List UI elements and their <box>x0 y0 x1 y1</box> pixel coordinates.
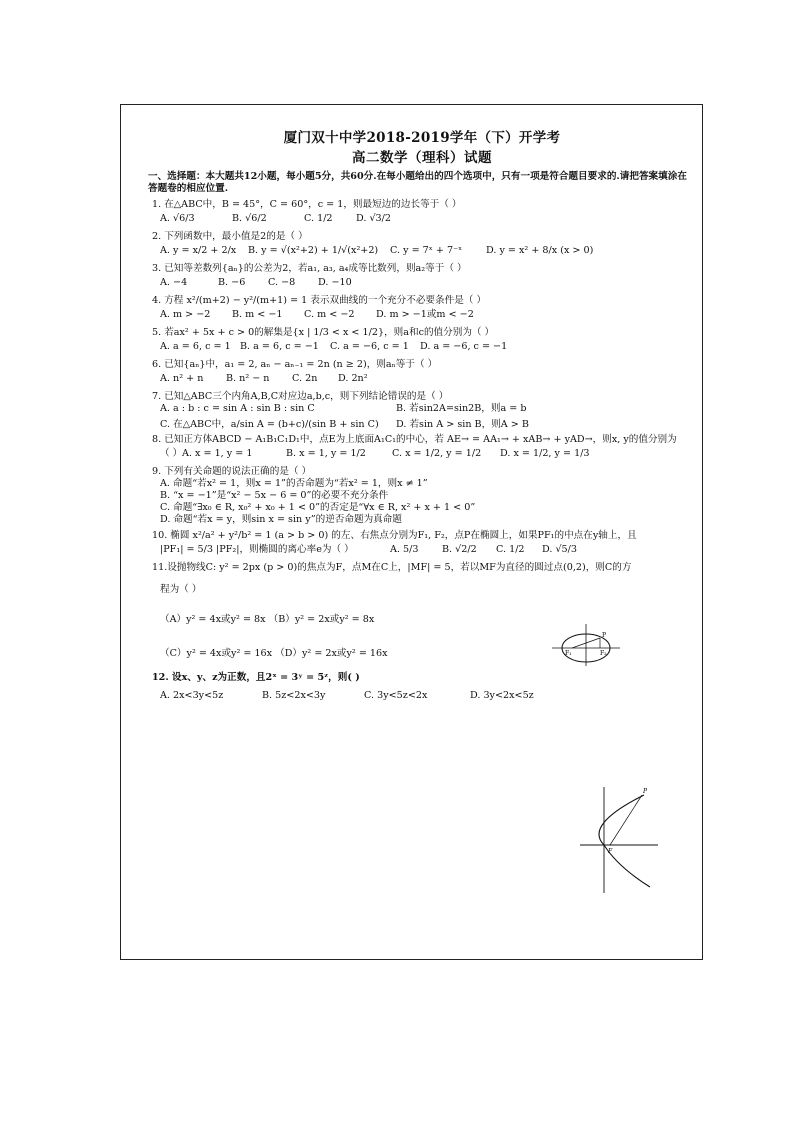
option: A. a : b : c = sin A : sin B : sin C <box>160 402 315 414</box>
option: A. x = 1, y = 1 <box>182 448 253 460</box>
option: B. x = 1, y = 1/2 <box>286 448 366 460</box>
option: C. m < −2 <box>304 308 355 320</box>
option: B. “x = −1”是“x² − 5x − 6 = 0”的必要不充分条件 <box>160 490 389 502</box>
question-3-options <box>160 277 692 289</box>
option: （A）y² = 4x或y² = 8x <box>160 614 266 626</box>
question-6: 6. 已知{aₙ}中，a₁ = 2, aₙ − aₙ₋₁ = 2n (n ≥ 2)，则aₙ等于（ ） <box>152 358 438 370</box>
question-10: 10. 椭圆 x²/a² + y²/b² = 1 (a > b > 0) 的左、右焦点分别为F₁, F₂，点P在椭圆上，如果PF₁的中点在y轴上，且 <box>152 530 637 542</box>
option: D. 3y<2x<5z <box>470 690 534 702</box>
option: A. m > −2 <box>160 308 211 320</box>
option: C. 1/2 <box>304 212 333 224</box>
option: A. √6/3 <box>160 212 195 224</box>
question-11: 11.设抛物线C: y² = 2px (p > 0)的焦点为F，点M在C上，|MF| = 5，若以MF为直径的圆过点(0,2)，则C的方 <box>152 562 632 574</box>
question-10-options <box>160 544 692 556</box>
question-12: 12. 设x、y、z为正数，且2ˣ = 3ʸ = 5ᶻ，则( ) <box>152 672 360 684</box>
question-1-options <box>160 213 692 225</box>
label-p: P <box>643 788 648 795</box>
option: A. n² + n <box>160 372 204 384</box>
option: （C）y² = 4x或y² = 16x <box>160 648 273 660</box>
question-6-options <box>160 373 692 385</box>
option: D. 若sin A > sin B，则A > B <box>396 418 529 430</box>
section-instruction: 一、选择题：本大题共12小题，每小题5分，共60分.在每小题给出的四个选项中，只有一项是符合题目要求的.请把答案填涂在答题卷的相应位置. <box>148 170 687 194</box>
option: C. y = 7ˣ + 7⁻ˣ <box>390 244 463 256</box>
exam-content <box>148 130 692 704</box>
option: D. √3/2 <box>356 212 392 224</box>
label-f1: F₁ <box>565 650 572 657</box>
label-f2: F₂ <box>600 650 607 657</box>
option: B. 若sin2A=sin2B，则a = b <box>396 402 527 414</box>
option: D. a = −6, c = −1 <box>420 340 508 352</box>
question-2-options <box>160 245 692 257</box>
question-10-continuation: |PF₁| = 5/3 |PF₂|，则椭圆的离心率e为（ ） <box>160 544 354 556</box>
option: D. −10 <box>318 276 352 288</box>
question-11-continuation: 程为（ ） <box>160 584 202 596</box>
option: B. −6 <box>218 276 246 288</box>
option: B. √6/2 <box>232 212 267 224</box>
option: B. √2/2 <box>442 544 477 556</box>
question-5-options <box>160 341 692 353</box>
question-3: 3. 已知等差数列{aₙ}的公差为2，若a₁, a₃, a₄成等比数列，则a₂等于（ ） <box>152 262 467 274</box>
option: D. m > −1或m < −2 <box>376 308 474 320</box>
option: B. m < −1 <box>232 308 283 320</box>
ellipse-figure <box>550 622 622 668</box>
option: C. 在△ABC中，a/sin A = (b+c)/(sin B + sin C) <box>160 418 379 430</box>
option: A. 命题“若x² = 1，则x = 1”的否命题为“若x² = 1，则x ≠ 1” <box>160 478 428 490</box>
option: （D）y² = 2x或y² = 16x <box>275 648 388 660</box>
option: （B）y² = 2x或y² = 8x <box>268 614 375 626</box>
option: C. 命题“∃x₀ ∈ R, x₀² + x₀ + 1 < 0”的否定是“∀x ∈ R, x² + x + 1 < 0” <box>160 502 476 514</box>
question-7: 7. 已知△ABC三个内角A,B,C对应边a,b,c，则下列结论错误的是（ ） <box>152 390 449 402</box>
exam-subtitle: 高二数学（理科）试题 <box>352 149 492 166</box>
question-12-options <box>160 690 692 702</box>
answer-blank: （ ） <box>160 448 183 460</box>
option: D. √5/3 <box>542 544 578 556</box>
option: D. 2n² <box>338 372 368 384</box>
question-4-options <box>160 309 692 321</box>
question-9: 9. 下列有关命题的说法正确的是（ ） <box>152 466 312 478</box>
question-7-options <box>160 403 692 431</box>
option: B. n² − n <box>226 372 270 384</box>
option: B. y = √(x²+2) + 1/√(x²+2) <box>248 244 379 256</box>
option: D. 命题“若x = y，则sin x = sin y”的逆否命题为真命题 <box>160 514 402 526</box>
option: A. y = x/2 + 2/x <box>160 244 237 256</box>
question-4: 4. 方程 x²/(m+2) − y²/(m+1) = 1 表示双曲线的一个充分不必要条件是（ ） <box>152 294 487 306</box>
parabola-curve <box>599 795 650 887</box>
option: C. 3y<5z<2x <box>364 690 428 702</box>
segment-mf <box>610 795 642 845</box>
option: D. x = 1/2, y = 1/3 <box>500 448 590 460</box>
option: C. 2n <box>292 372 318 384</box>
option: A. 5/3 <box>390 544 419 556</box>
option: A. −4 <box>160 276 188 288</box>
option: D. y = x² + 8/x (x > 0) <box>486 244 594 256</box>
option: C. −8 <box>268 276 296 288</box>
option: C. a = −6, c = 1 <box>330 340 409 352</box>
option: C. x = 1/2, y = 1/2 <box>392 448 482 460</box>
option: C. 1/2 <box>496 544 525 556</box>
question-8-options <box>160 448 692 460</box>
question-9-options <box>160 478 540 526</box>
option: A. 2x<3y<5z <box>160 690 224 702</box>
question-5: 5. 若ax² + 5x + c > 0的解集是{x | 1/3 < x < 1/2}，则a和c的值分别为（ ） <box>152 326 495 338</box>
label-f: F <box>608 848 613 855</box>
option: B. 5z<2x<3y <box>262 690 326 702</box>
question-1: 1. 在△ABC中，B = 45°，C = 60°，c = 1，则最短边的边长等于（ ） <box>152 198 462 210</box>
question-8: 8. 已知正方体ABCD − A₁B₁C₁D₁中，点E为上底面A₁C₁的中心，若 AE→ = AA₁→ + xAB→ + yAD→，则x, y的值分别为 <box>152 434 677 446</box>
option: B. a = 6, c = −1 <box>240 340 319 352</box>
exam-title: 厦门双十中学2018-2019学年（下）开学考 <box>283 130 561 146</box>
question-2: 2. 下列函数中，最小值是2的是（ ） <box>152 230 308 242</box>
parabola-figure <box>580 785 660 895</box>
label-p: P <box>602 632 607 639</box>
option: A. a = 6, c = 1 <box>160 340 231 352</box>
